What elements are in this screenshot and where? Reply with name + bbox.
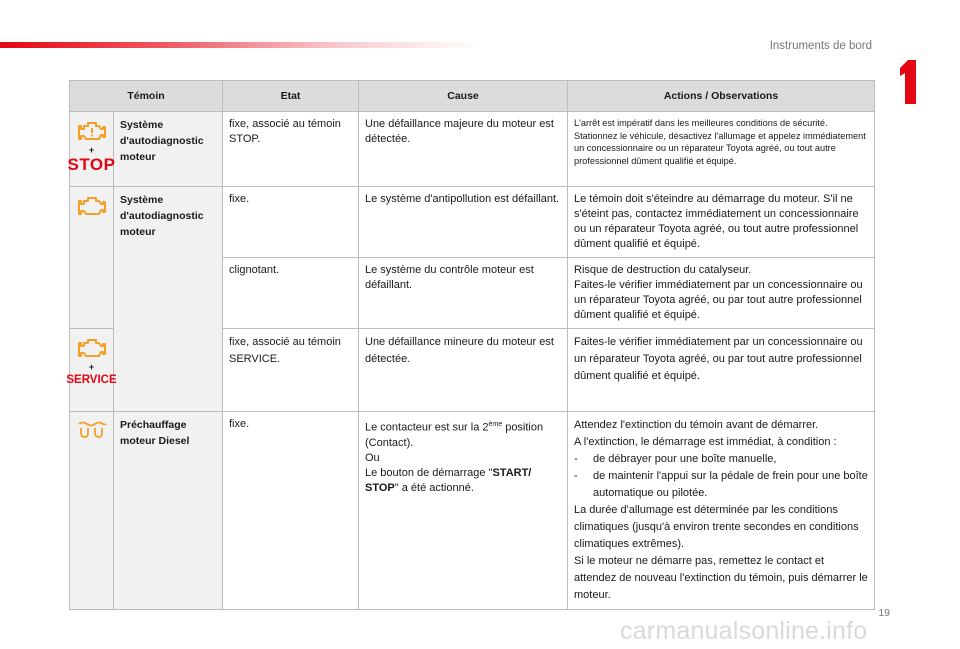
chapter-number bbox=[896, 60, 918, 104]
state-cell: clignotant. bbox=[223, 258, 359, 329]
actions-cell: Le témoin doit s'éteindre au démarrage du moteur. S'il ne s'éteint pas, contactez immédiatement un concessionnaire ou un réparateur Toyota agréé, ou tout autre professionnel dûment qualifié et équipé. bbox=[568, 187, 875, 258]
service-label: SERVICE bbox=[66, 374, 117, 386]
state-cell: fixe, associé au témoin STOP. bbox=[223, 112, 359, 187]
glow-plug-icon bbox=[77, 420, 107, 440]
header-actions: Actions / Observations bbox=[568, 81, 875, 112]
cause-superscript: ème bbox=[488, 421, 503, 428]
list-item bbox=[574, 468, 868, 502]
indicator-name: Système d'autodiagnostic moteur bbox=[114, 187, 223, 412]
indicator-cell bbox=[70, 412, 114, 610]
indicator-cell bbox=[67, 112, 116, 187]
actions-line: La durée d'allumage est déterminée par les conditions climatiques (jusqu'à environ trente secondes en conditions climatiques extrêmes). bbox=[574, 504, 859, 550]
engine-check-icon bbox=[77, 120, 107, 144]
indicator-cell bbox=[70, 258, 114, 329]
section-title: Instruments de bord bbox=[769, 40, 872, 52]
header-accent-bar bbox=[0, 42, 480, 48]
state-cell: fixe. bbox=[223, 187, 359, 258]
table-header-row bbox=[70, 81, 875, 112]
dash: - bbox=[574, 453, 578, 465]
cause-cell: Le système d'antipollution est défaillant. bbox=[359, 187, 568, 258]
actions-line: Faites-le vérifier immédiatement par un concessionnaire ou un réparateur Toyota agréé, ou par tout autre professionnel dûment qualifié et équipé. bbox=[574, 279, 863, 321]
header-etat: Etat bbox=[223, 81, 359, 112]
table-row bbox=[70, 112, 875, 187]
header-cause: Cause bbox=[359, 81, 568, 112]
watermark: carmanualsonline.info bbox=[620, 617, 868, 645]
indicator-name: Système d'autodiagnostic moteur bbox=[114, 112, 223, 187]
cause-text: Le bouton de démarrage " bbox=[365, 466, 493, 479]
page-number: 19 bbox=[878, 607, 890, 619]
plus-sign: + bbox=[88, 145, 95, 155]
dash: - bbox=[574, 470, 578, 482]
state-cell: fixe. bbox=[223, 412, 359, 610]
actions-cell bbox=[568, 112, 875, 187]
cause-cell: Le système du contrôle moteur est défaillant. bbox=[359, 258, 568, 329]
cause-or: Ou bbox=[365, 451, 380, 464]
cause-cell: Une défaillance mineure du moteur est détectée. bbox=[359, 329, 568, 412]
engine-check-icon bbox=[77, 195, 107, 219]
cause-line bbox=[365, 417, 561, 451]
stop-label: STOP bbox=[67, 155, 116, 174]
cause-text: Le contacteur est sur la 2 bbox=[365, 421, 489, 434]
actions-line: Si le moteur ne démarre pas, remettez le contact et attendez de nouveau l'extinction du témoin, puis démarrer le moteur. bbox=[574, 555, 868, 601]
indicator-cell bbox=[66, 329, 117, 412]
plus-sign: + bbox=[88, 362, 95, 372]
actions-cell bbox=[568, 258, 875, 329]
engine-check-icon bbox=[77, 337, 107, 361]
cause-text: position (Contact). bbox=[365, 421, 544, 449]
start-stop-label: START/ STOP bbox=[365, 466, 532, 494]
actions-line: L'arrêt est impératif dans les meilleures conditions de sécurité. bbox=[574, 118, 828, 128]
table-row bbox=[70, 412, 875, 610]
actions-cell bbox=[568, 412, 875, 610]
cause-line bbox=[365, 466, 561, 496]
header-temoin: Témoin bbox=[70, 81, 223, 112]
cause-cell: Une défaillance majeure du moteur est détectée. bbox=[359, 112, 568, 187]
indicator-table bbox=[66, 80, 875, 610]
list-item-text: de débrayer pour une boîte manuelle, bbox=[593, 453, 777, 465]
state-cell: fixe, associé au témoin SERVICE. bbox=[223, 329, 359, 412]
actions-line: Stationnez le véhicule, désactivez l'allumage et appelez immédiatement un concessionnaire ou un réparateur Toyota agréé, ou tout autre professionnel dûment qualifié et équipé. bbox=[574, 130, 866, 166]
indicator-cell bbox=[70, 187, 114, 258]
cause-text: " a été actionné. bbox=[394, 481, 474, 494]
actions-line: A l'extinction, le démarrage est immédiat, à condition : bbox=[574, 436, 837, 448]
actions-line: Risque de destruction du catalyseur. bbox=[574, 264, 752, 276]
list-item-text: de maintenir l'appui sur la pédale de frein pour une boîte automatique ou pilotée. bbox=[593, 470, 868, 499]
actions-cell: Faites-le vérifier immédiatement par un concessionnaire ou un réparateur Toyota agréé, ou par tout autre professionnel dûment qualifié et équipé. bbox=[568, 329, 875, 412]
actions-line: Attendez l'extinction du témoin avant de démarrer. bbox=[574, 419, 819, 431]
table-row bbox=[70, 187, 875, 258]
indicator-name: Préchauffage moteur Diesel bbox=[114, 412, 223, 610]
list-item bbox=[574, 451, 868, 468]
cause-cell bbox=[359, 412, 568, 610]
